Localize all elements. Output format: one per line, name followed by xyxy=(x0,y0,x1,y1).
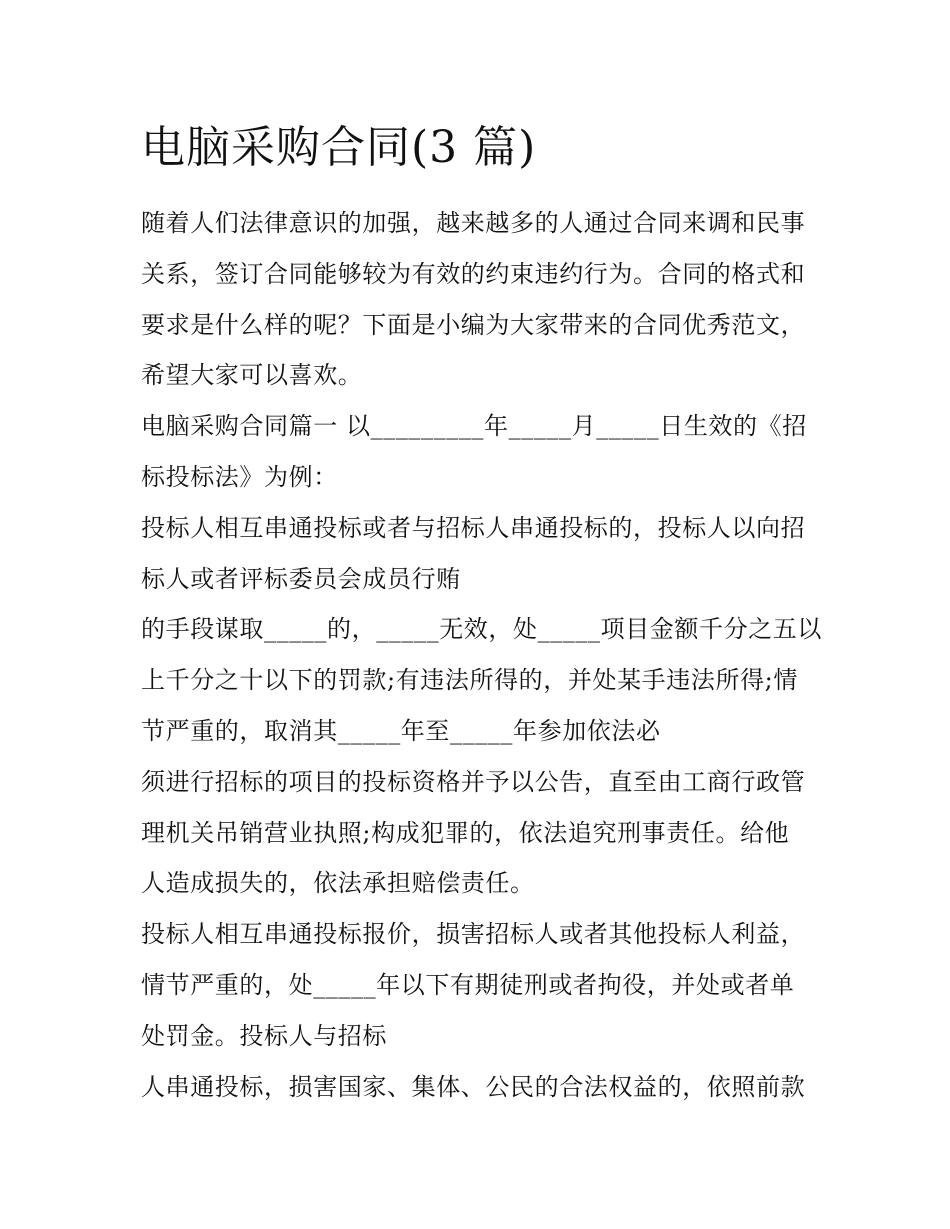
text-line: 理机关吊销营业执照;构成犯罪的，依法追究刑事责任。给他 xyxy=(141,818,790,847)
document-title: 电脑采购合同(3 篇) xyxy=(141,122,537,173)
text-line: 随着人们法律意识的加强，越来越多的人通过合同来调和民事 xyxy=(141,209,806,237)
text-line: 须进行招标的项目的投标资格并予以公告，直至由工商行政管 xyxy=(141,767,806,796)
text-line: 关系，签订合同能够较为有效的约束违约行为。合同的格式和 xyxy=(141,259,806,288)
text-line: 要求是什么样的呢？下面是小编为大家带来的合同优秀范文， xyxy=(141,310,806,339)
text-line: 电脑采购合同篇一 以_________年_____月_____日生效的《招 xyxy=(141,412,807,441)
text-line: 上千分之十以下的罚款;有违法所得的，并处某手违法所得;情 xyxy=(141,666,798,695)
text-line: 处罚金。投标人与招标 xyxy=(141,1021,387,1050)
text-line: 投标人相互串通投标报价，损害招标人或者其他投标人利益， xyxy=(141,920,806,949)
text-line: 标投标法》为例： xyxy=(141,462,338,491)
text-line: 标人或者评标委员会成员行贿 xyxy=(141,564,461,593)
text-line: 人造成损失的，依法承担赔偿责任。 xyxy=(141,869,535,898)
text-line: 节严重的，取消其_____年至_____年参加依法必 xyxy=(141,716,661,745)
text-line: 的手段谋取_____的，_____无效，处_____项目金额千分之五以 xyxy=(141,615,822,644)
text-line: 人串通投标，损害国家、集体、公民的合法权益的，依照前款 xyxy=(141,1072,806,1101)
text-line: 投标人相互串通投标或者与招标人串通投标的，投标人以向招 xyxy=(141,513,806,542)
text-line: 希望大家可以喜欢。 xyxy=(141,361,363,390)
document-body xyxy=(141,198,821,1112)
text-line: 情节严重的，处_____年以下有期徒刑或者拘役，并处或者单 xyxy=(141,970,795,999)
